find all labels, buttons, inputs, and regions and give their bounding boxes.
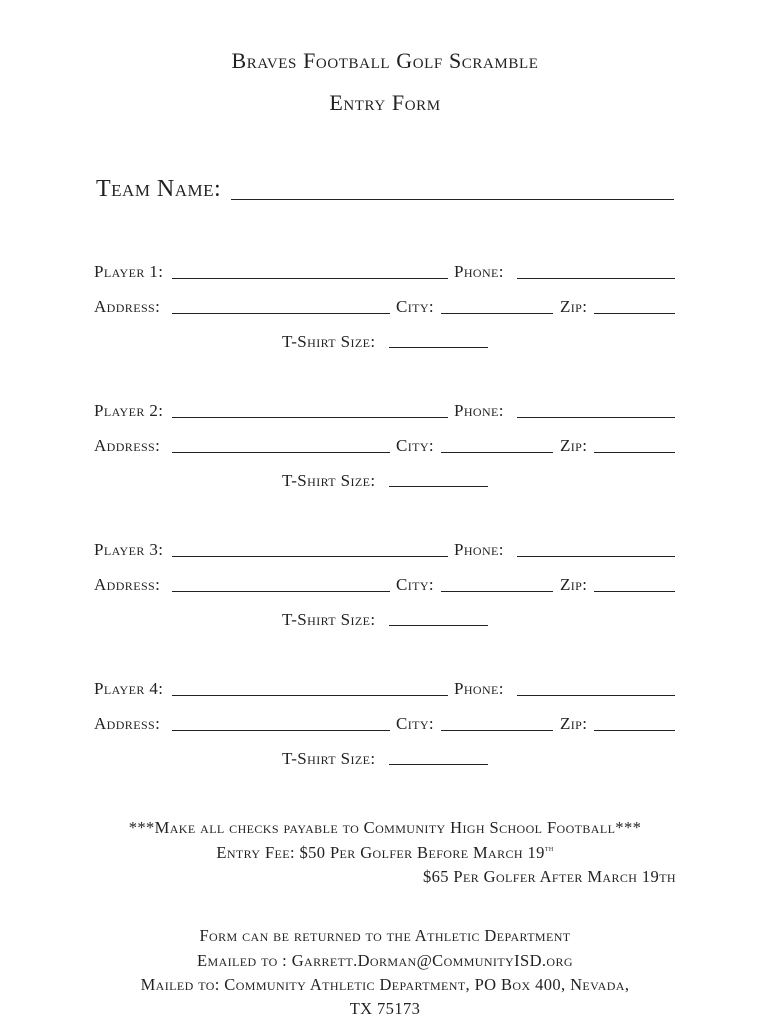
tshirt-size-label: T-Shirt Size: — [282, 749, 376, 768]
player-label: Player 2: — [94, 401, 164, 420]
zip-label: Zip: — [560, 436, 588, 455]
city-field[interactable] — [441, 730, 553, 731]
tshirt-size-label: T-Shirt Size: — [282, 610, 376, 629]
phone-label: Phone: — [454, 679, 504, 698]
city-label: City: — [396, 575, 435, 594]
zip-label: Zip: — [560, 297, 588, 316]
address-field[interactable] — [172, 591, 390, 592]
phone-field[interactable] — [517, 417, 675, 418]
phone-field[interactable] — [517, 278, 675, 279]
return-mail-address: Mailed to: Community Athletic Department, PO Box 400, Nevada, — [140, 975, 630, 994]
tshirt-size-field[interactable] — [389, 486, 488, 487]
phone-label: Phone: — [454, 540, 504, 559]
player-label: Player 1: — [94, 262, 164, 281]
team-name-label: Team Name: — [96, 176, 222, 202]
city-field[interactable] — [441, 452, 553, 453]
return-info-line: Form can be returned to the Athletic Department — [199, 926, 571, 945]
city-field[interactable] — [441, 313, 553, 314]
zip-field[interactable] — [594, 313, 675, 314]
form-subtitle: Entry Form — [329, 90, 441, 115]
city-label: City: — [396, 297, 435, 316]
entry-fee-early — [0, 843, 770, 863]
address-field[interactable] — [172, 730, 390, 731]
return-email: Emailed to : Garrett.Dorman@CommunityISD.org — [197, 951, 573, 970]
address-label: Address: — [94, 575, 161, 594]
player-name-field[interactable] — [172, 278, 448, 279]
address-field[interactable] — [172, 313, 390, 314]
team-name-field[interactable] — [231, 199, 674, 200]
entry-fee-late: $65 Per Golfer After March 19th — [422, 867, 676, 886]
phone-label: Phone: — [454, 401, 504, 420]
phone-field[interactable] — [517, 695, 675, 696]
address-label: Address: — [94, 714, 161, 733]
tshirt-size-field[interactable] — [389, 347, 488, 348]
player-label: Player 3: — [94, 540, 164, 559]
tshirt-size-label: T-Shirt Size: — [282, 332, 376, 351]
phone-label: Phone: — [454, 262, 504, 281]
city-label: City: — [396, 436, 435, 455]
phone-field[interactable] — [517, 556, 675, 557]
zip-field[interactable] — [594, 591, 675, 592]
city-label: City: — [396, 714, 435, 733]
zip-label: Zip: — [560, 575, 588, 594]
entry-fee-early-text: Entry Fee: $50 Per Golfer Before March 19 — [216, 843, 545, 862]
player-name-field[interactable] — [172, 695, 448, 696]
tshirt-size-label: T-Shirt Size: — [282, 471, 376, 490]
checks-payable-note: ***Make all checks payable to Community High School Football*** — [128, 818, 642, 837]
address-label: Address: — [94, 436, 161, 455]
entry-fee-early-suffix: th — [544, 843, 554, 853]
tshirt-size-field[interactable] — [389, 764, 488, 765]
address-field[interactable] — [172, 452, 390, 453]
return-mail-address-cont: TX 75173 — [349, 999, 421, 1018]
tshirt-size-field[interactable] — [389, 625, 488, 626]
form-title: Braves Football Golf Scramble — [231, 48, 539, 73]
player-name-field[interactable] — [172, 556, 448, 557]
address-label: Address: — [94, 297, 161, 316]
player-name-field[interactable] — [172, 417, 448, 418]
zip-field[interactable] — [594, 452, 675, 453]
zip-field[interactable] — [594, 730, 675, 731]
city-field[interactable] — [441, 591, 553, 592]
zip-label: Zip: — [560, 714, 588, 733]
player-label: Player 4: — [94, 679, 164, 698]
